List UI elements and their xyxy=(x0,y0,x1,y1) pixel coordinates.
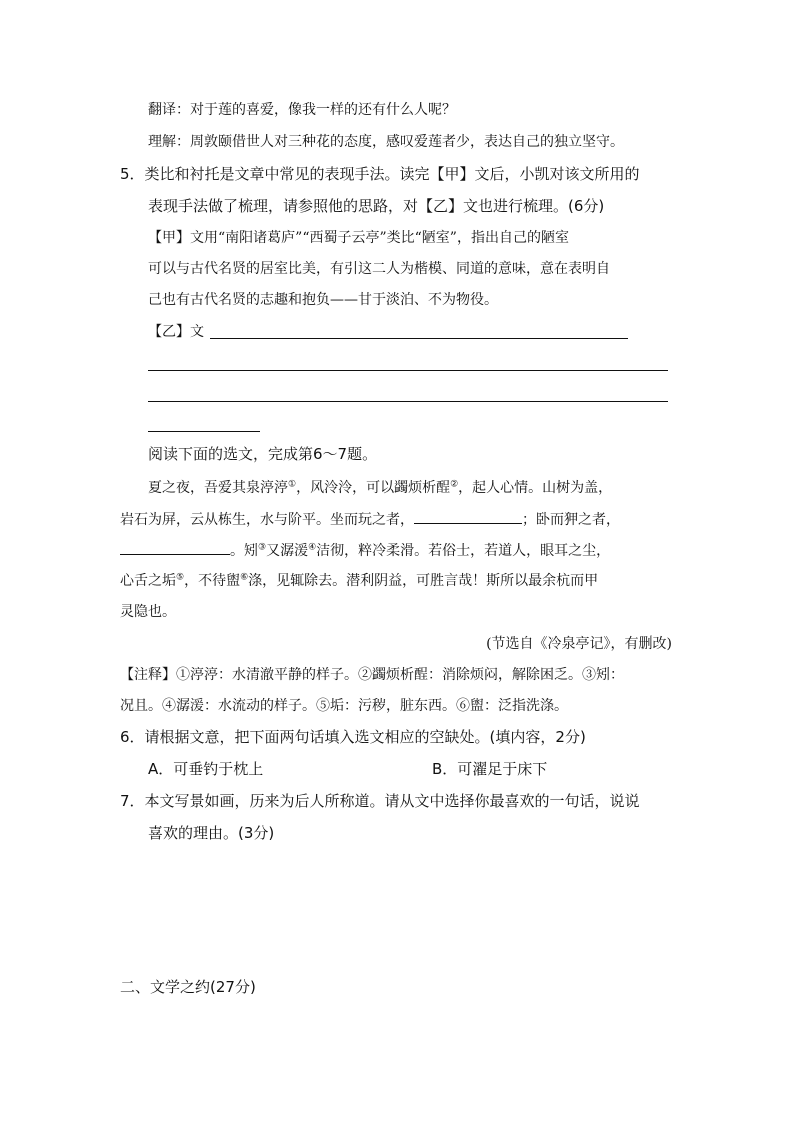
text-fragment: 又潺湲 xyxy=(266,543,309,559)
question-6-option-a: A．可垂钓于枕上 xyxy=(148,760,264,778)
question-5-line-2: 表现手法做了梳理，请参照他的思路，对【乙】文也进行梳理。(6分) xyxy=(148,197,605,215)
footnote-marker: ② xyxy=(450,479,459,490)
translation-line: 翻译：对于莲的喜爱，像我一样的还有什么人呢？ xyxy=(148,102,456,118)
fill-blank-2[interactable] xyxy=(120,540,230,555)
yi-answer-blank-3[interactable] xyxy=(148,401,668,402)
jia-text-line-2: 可以与古代名贤的居室比美，有引这二人为楷模、同道的意味，意在表明自 xyxy=(148,261,610,277)
jia-text-line-3: 己也有古代名贤的志趣和抱负——甘于淡泊、不为物役。 xyxy=(148,292,498,308)
text-fragment: 岩石为屏，云从栋生，水与阶平。坐而玩之者， xyxy=(120,512,414,528)
text-fragment: 。矧 xyxy=(230,543,258,559)
text-line-5: 灵隐也。 xyxy=(120,604,176,620)
text-line-1 xyxy=(148,478,612,498)
yi-answer-blank-1[interactable] xyxy=(210,338,628,339)
source-citation: (节选自《冷泉亭记》，有删改) xyxy=(486,636,672,652)
footnote-marker: ⑥ xyxy=(240,572,249,583)
text-fragment: 夏之夜，吾爱其泉渟渟 xyxy=(148,480,288,496)
text-fragment: 洁彻，粹冷柔滑。若俗士，若道人，眼耳之尘， xyxy=(316,543,611,559)
question-5-line-1: 5．类比和衬托是文章中常见的表现手法。读完【甲】文后，小凯对该文所用的 xyxy=(120,165,640,183)
question-7-line-1: 7．本文写景如画，历来为后人所称道。请从文中选择你最喜欢的一句话，说说 xyxy=(120,792,640,810)
footnote-marker: ⑤ xyxy=(176,572,185,583)
text-fragment: ；卧而狎之者， xyxy=(522,512,620,528)
text-line-4 xyxy=(120,571,598,591)
reading-intro: 阅读下面的选文，完成第6～7题。 xyxy=(148,445,378,463)
yi-answer-label: 【乙】文 xyxy=(148,324,204,340)
footnote-marker: ① xyxy=(288,479,297,490)
question-6-option-b: B．可濯足于床下 xyxy=(432,760,548,778)
yi-answer-blank-2[interactable] xyxy=(148,370,668,371)
text-line-2 xyxy=(120,509,620,530)
text-fragment: ，不待盥 xyxy=(184,573,241,589)
question-6: 6．请根据文意，把下面两句话填入选文相应的空缺处。(填内容，2分) xyxy=(120,728,586,746)
jia-text-line-1: 【甲】文用“南阳诸葛庐”“西蜀子云亭”类比“陋室”，指出自己的陋室 xyxy=(148,230,569,246)
footnote-marker: ④ xyxy=(308,542,317,553)
text-fragment: 涤，见辄除去。潜利阴益，可胜言哉！斯所以最余杭而甲 xyxy=(248,573,599,589)
text-fragment: ，起人心情。山树为盖， xyxy=(458,480,613,496)
fill-blank-1[interactable] xyxy=(414,509,522,524)
understanding-line: 理解：周敦颐借世人对三种花的态度，感叹爱莲者少，表达自己的独立坚守。 xyxy=(148,134,624,150)
text-fragment: ，风泠泠，可以蠲烦析酲 xyxy=(296,480,451,496)
text-line-3 xyxy=(120,540,610,561)
yi-answer-blank-4[interactable] xyxy=(148,431,260,432)
text-fragment: 心舌之垢 xyxy=(120,573,176,589)
annotation-line-1: 【注释】①渟渟：水清澈平静的样子。②蠲烦析酲：消除烦闷，解除困乏。③矧： xyxy=(120,667,624,683)
question-7-line-2: 喜欢的理由。(3分) xyxy=(148,824,275,842)
section-2-heading: 二、文学之约(27分) xyxy=(120,978,256,996)
annotation-line-2: 况且。④潺湲：水流动的样子。⑤垢：污秽，脏东西。⑥盥：泛指洗涤。 xyxy=(120,698,568,714)
footnote-marker: ③ xyxy=(258,542,267,553)
